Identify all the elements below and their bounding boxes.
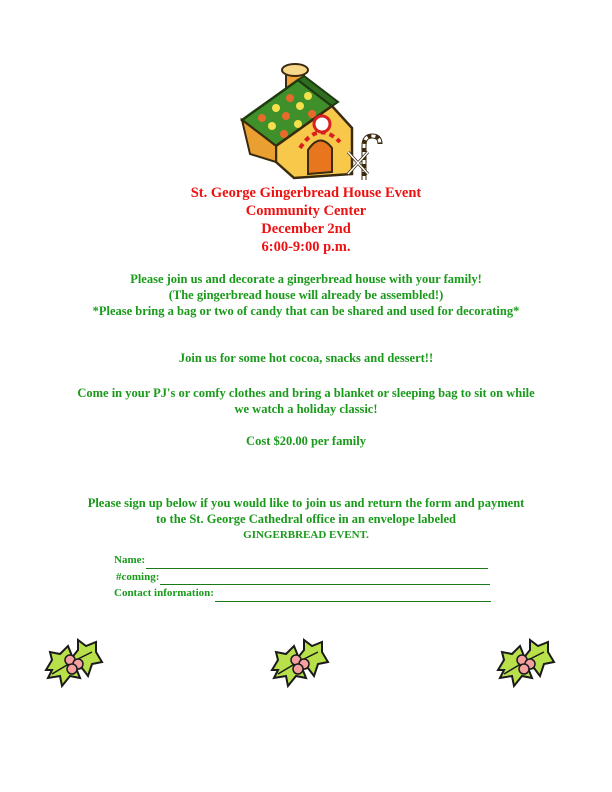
- contact-field[interactable]: [215, 590, 491, 602]
- cocoa-line: Join us for some hot cocoa, snacks and dessert!!: [178, 351, 434, 365]
- intro-paragraph: [30, 271, 582, 319]
- cocoa-paragraph: [30, 350, 582, 366]
- signup-line-1: Please sign up below if you would like to join us and return the form and payment: [87, 496, 525, 510]
- intro-line-1: Please join us and decorate a gingerbread house with your family!: [130, 272, 482, 286]
- coming-field[interactable]: [160, 573, 490, 585]
- pjs-line-2: we watch a holiday classic!: [234, 402, 378, 416]
- cost-line: Cost $20.00 per family: [246, 434, 366, 448]
- pjs-line-1: Come in your PJ's or comfy clothes and bring a blanket or sleeping bag to sit on while: [77, 386, 535, 400]
- holly-icon: [42, 630, 104, 694]
- gingerbread-house-icon: [228, 62, 384, 184]
- holly-icon: [494, 630, 556, 694]
- event-location: Community Center: [245, 203, 367, 219]
- contact-label: Contact information:: [114, 587, 214, 599]
- cost-paragraph: [30, 433, 582, 449]
- event-time: 6:00-9:00 p.m.: [261, 239, 351, 255]
- name-row: [114, 552, 491, 569]
- holly-icon: [268, 630, 330, 694]
- event-title: St. George Gingerbread House Event: [190, 185, 422, 201]
- intro-line-2: (The gingerbread house will already be assembled!): [168, 288, 444, 302]
- signup-form: [114, 552, 491, 602]
- name-label: Name:: [114, 554, 146, 566]
- name-field[interactable]: [146, 557, 488, 569]
- signup-line-3: GINGERBREAD EVENT.: [243, 529, 369, 541]
- pjs-paragraph: [20, 385, 592, 417]
- coming-row: [114, 569, 491, 586]
- contact-row: [114, 585, 491, 602]
- intro-line-3: *Please bring a bag or two of candy that can be shared and used for decorating*: [92, 304, 520, 318]
- event-date: December 2nd: [261, 221, 351, 237]
- event-title-block: [0, 184, 612, 256]
- signup-paragraph: [30, 495, 582, 543]
- coming-label: #coming:: [116, 570, 160, 583]
- signup-line-2: to the St. George Cathedral office in an envelope labeled: [156, 512, 456, 526]
